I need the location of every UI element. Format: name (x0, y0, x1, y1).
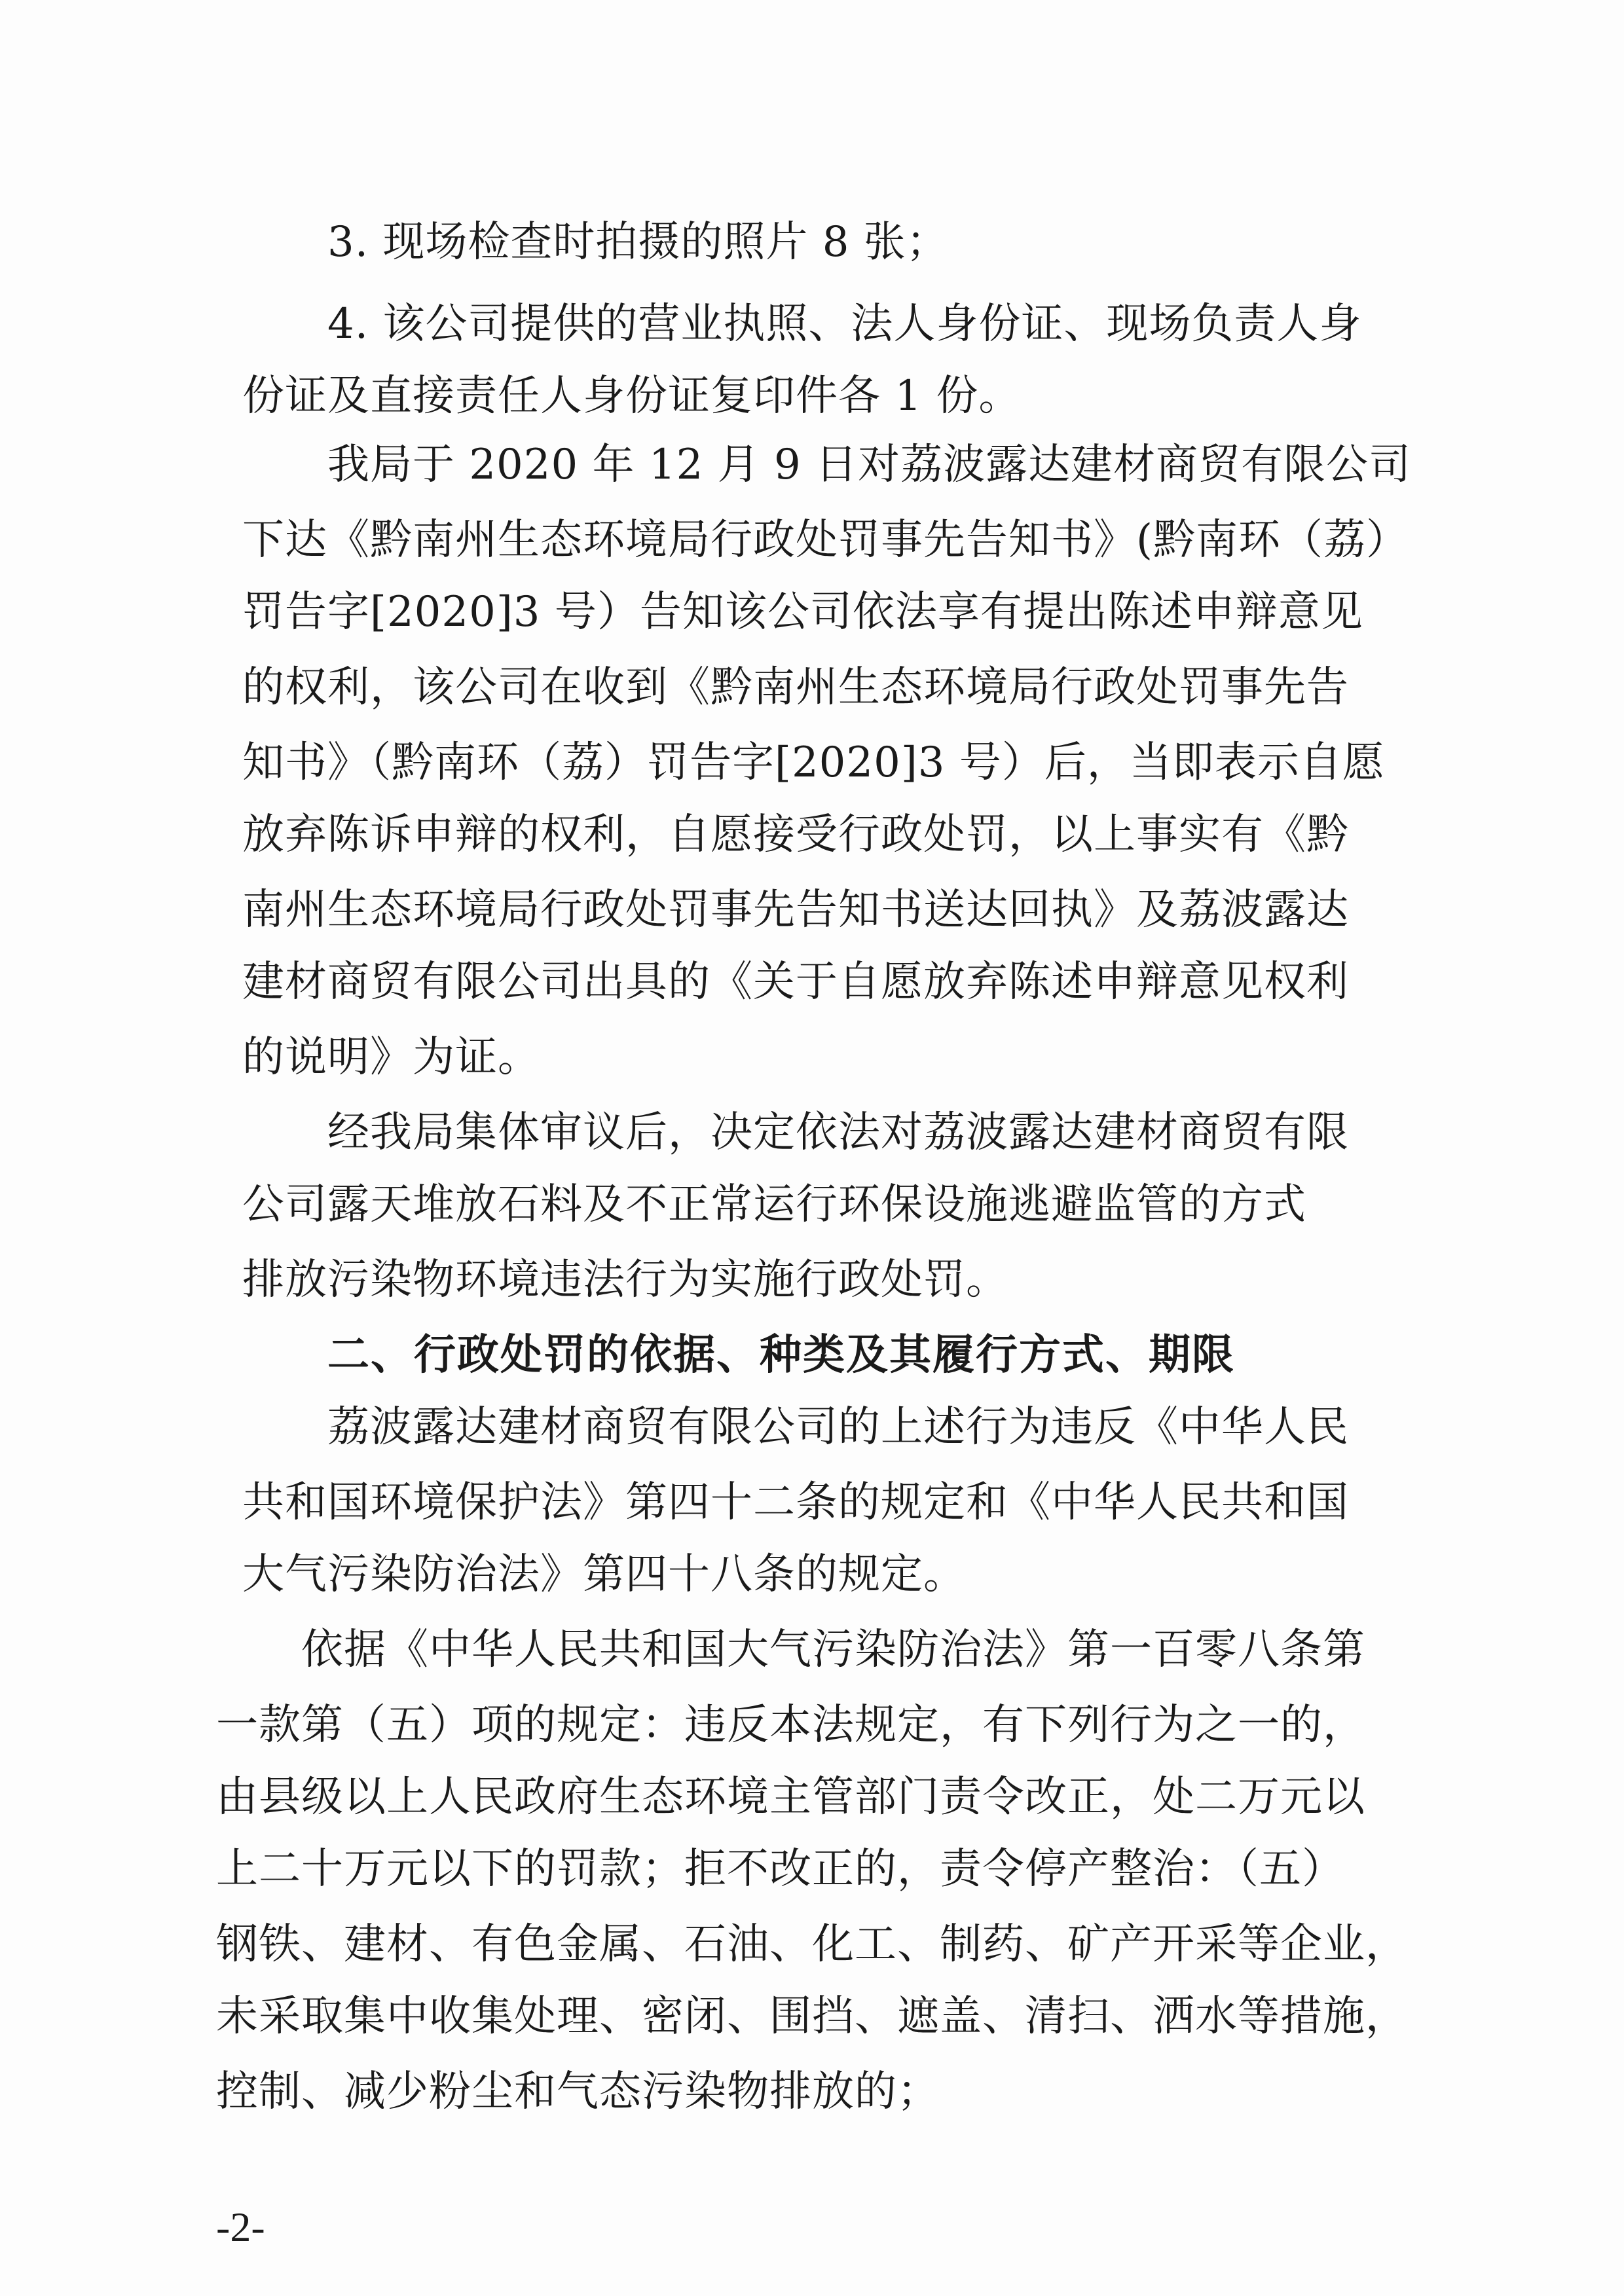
paragraph-line: 我局于 2020 年 12 月 9 日对荔波露达建材商贸有限公司 (327, 441, 1412, 489)
list-item-3: 3. 现场检查时拍摄的照片 8 张； (327, 218, 949, 266)
paragraph-line: 经我局集体审议后，决定依法对荔波露达建材商贸有限 (327, 1108, 1349, 1157)
page-number: -2- (216, 2204, 265, 2250)
section-heading: 二、行政处罚的依据、种类及其履行方式、期限 (327, 1331, 1235, 1379)
paragraph-line: 钢铁、建材、有色金属、石油、化工、制药、矿产开采等企业， (216, 1920, 1408, 1969)
paragraph-line: 依据《中华人民共和国大气污染防治法》第一百零八条第 (301, 1626, 1365, 1674)
paragraph-line: 南州生态环境局行政处罚事先告知书送达回执》及荔波露达 (242, 886, 1349, 934)
paragraph-line: 大气污染防治法》第四十八条的规定。 (242, 1550, 966, 1599)
paragraph-line: 建材商贸有限公司出具的《关于自愿放弃陈述申辩意见权利 (242, 958, 1349, 1006)
paragraph-line: 由县级以上人民政府生态环境主管部门责令改正，处二万元以 (216, 1773, 1365, 1821)
paragraph-line: 罚告字[2020]3 号）告知该公司依法享有提出陈述申辩意见 (242, 588, 1363, 636)
paragraph-line: 知书》（黔南环（荔）罚告字[2020]3 号）后，当即表示自愿 (242, 738, 1385, 787)
paragraph-line: 荔波露达建材商贸有限公司的上述行为违反《中华人民 (327, 1403, 1349, 1451)
paragraph-line: 未采取集中收集处理、密闭、围挡、遮盖、清扫、洒水等措施， (216, 1992, 1408, 2041)
list-item-4-line-1: 4. 该公司提供的营业执照、法人身份证、现场负责人身 (327, 300, 1362, 348)
paragraph-line: 的说明》为证。 (242, 1033, 540, 1082)
paragraph-line: 公司露天堆放石料及不正常运行环保设施逃避监管的方式 (242, 1180, 1306, 1229)
paragraph-line: 排放污染物环境违法行为实施行政处罚。 (242, 1256, 1008, 1304)
paragraph-line: 一款第（五）项的规定：违反本法规定，有下列行为之一的， (216, 1701, 1365, 1749)
paragraph-line: 下达《黔南州生态环境局行政处罚事先告知书》(黔南环（荔） (242, 516, 1409, 564)
paragraph-line: 放弃陈诉申辩的权利，自愿接受行政处罚，以上事实有《黔 (242, 811, 1349, 859)
paragraph-line: 控制、减少粉尘和气态污染物排放的； (216, 2068, 940, 2116)
paragraph-line: 共和国环境保护法》第四十二条的规定和《中华人民共和国 (242, 1478, 1349, 1527)
paragraph-line: 上二十万元以下的罚款；拒不改正的，责令停产整治：（五） (216, 1845, 1344, 1893)
list-item-4-line-2: 份证及直接责任人身份证复印件各 1 份。 (242, 372, 1022, 420)
paragraph-line: 的权利，该公司在收到《黔南州生态环境局行政处罚事先告 (242, 663, 1349, 712)
